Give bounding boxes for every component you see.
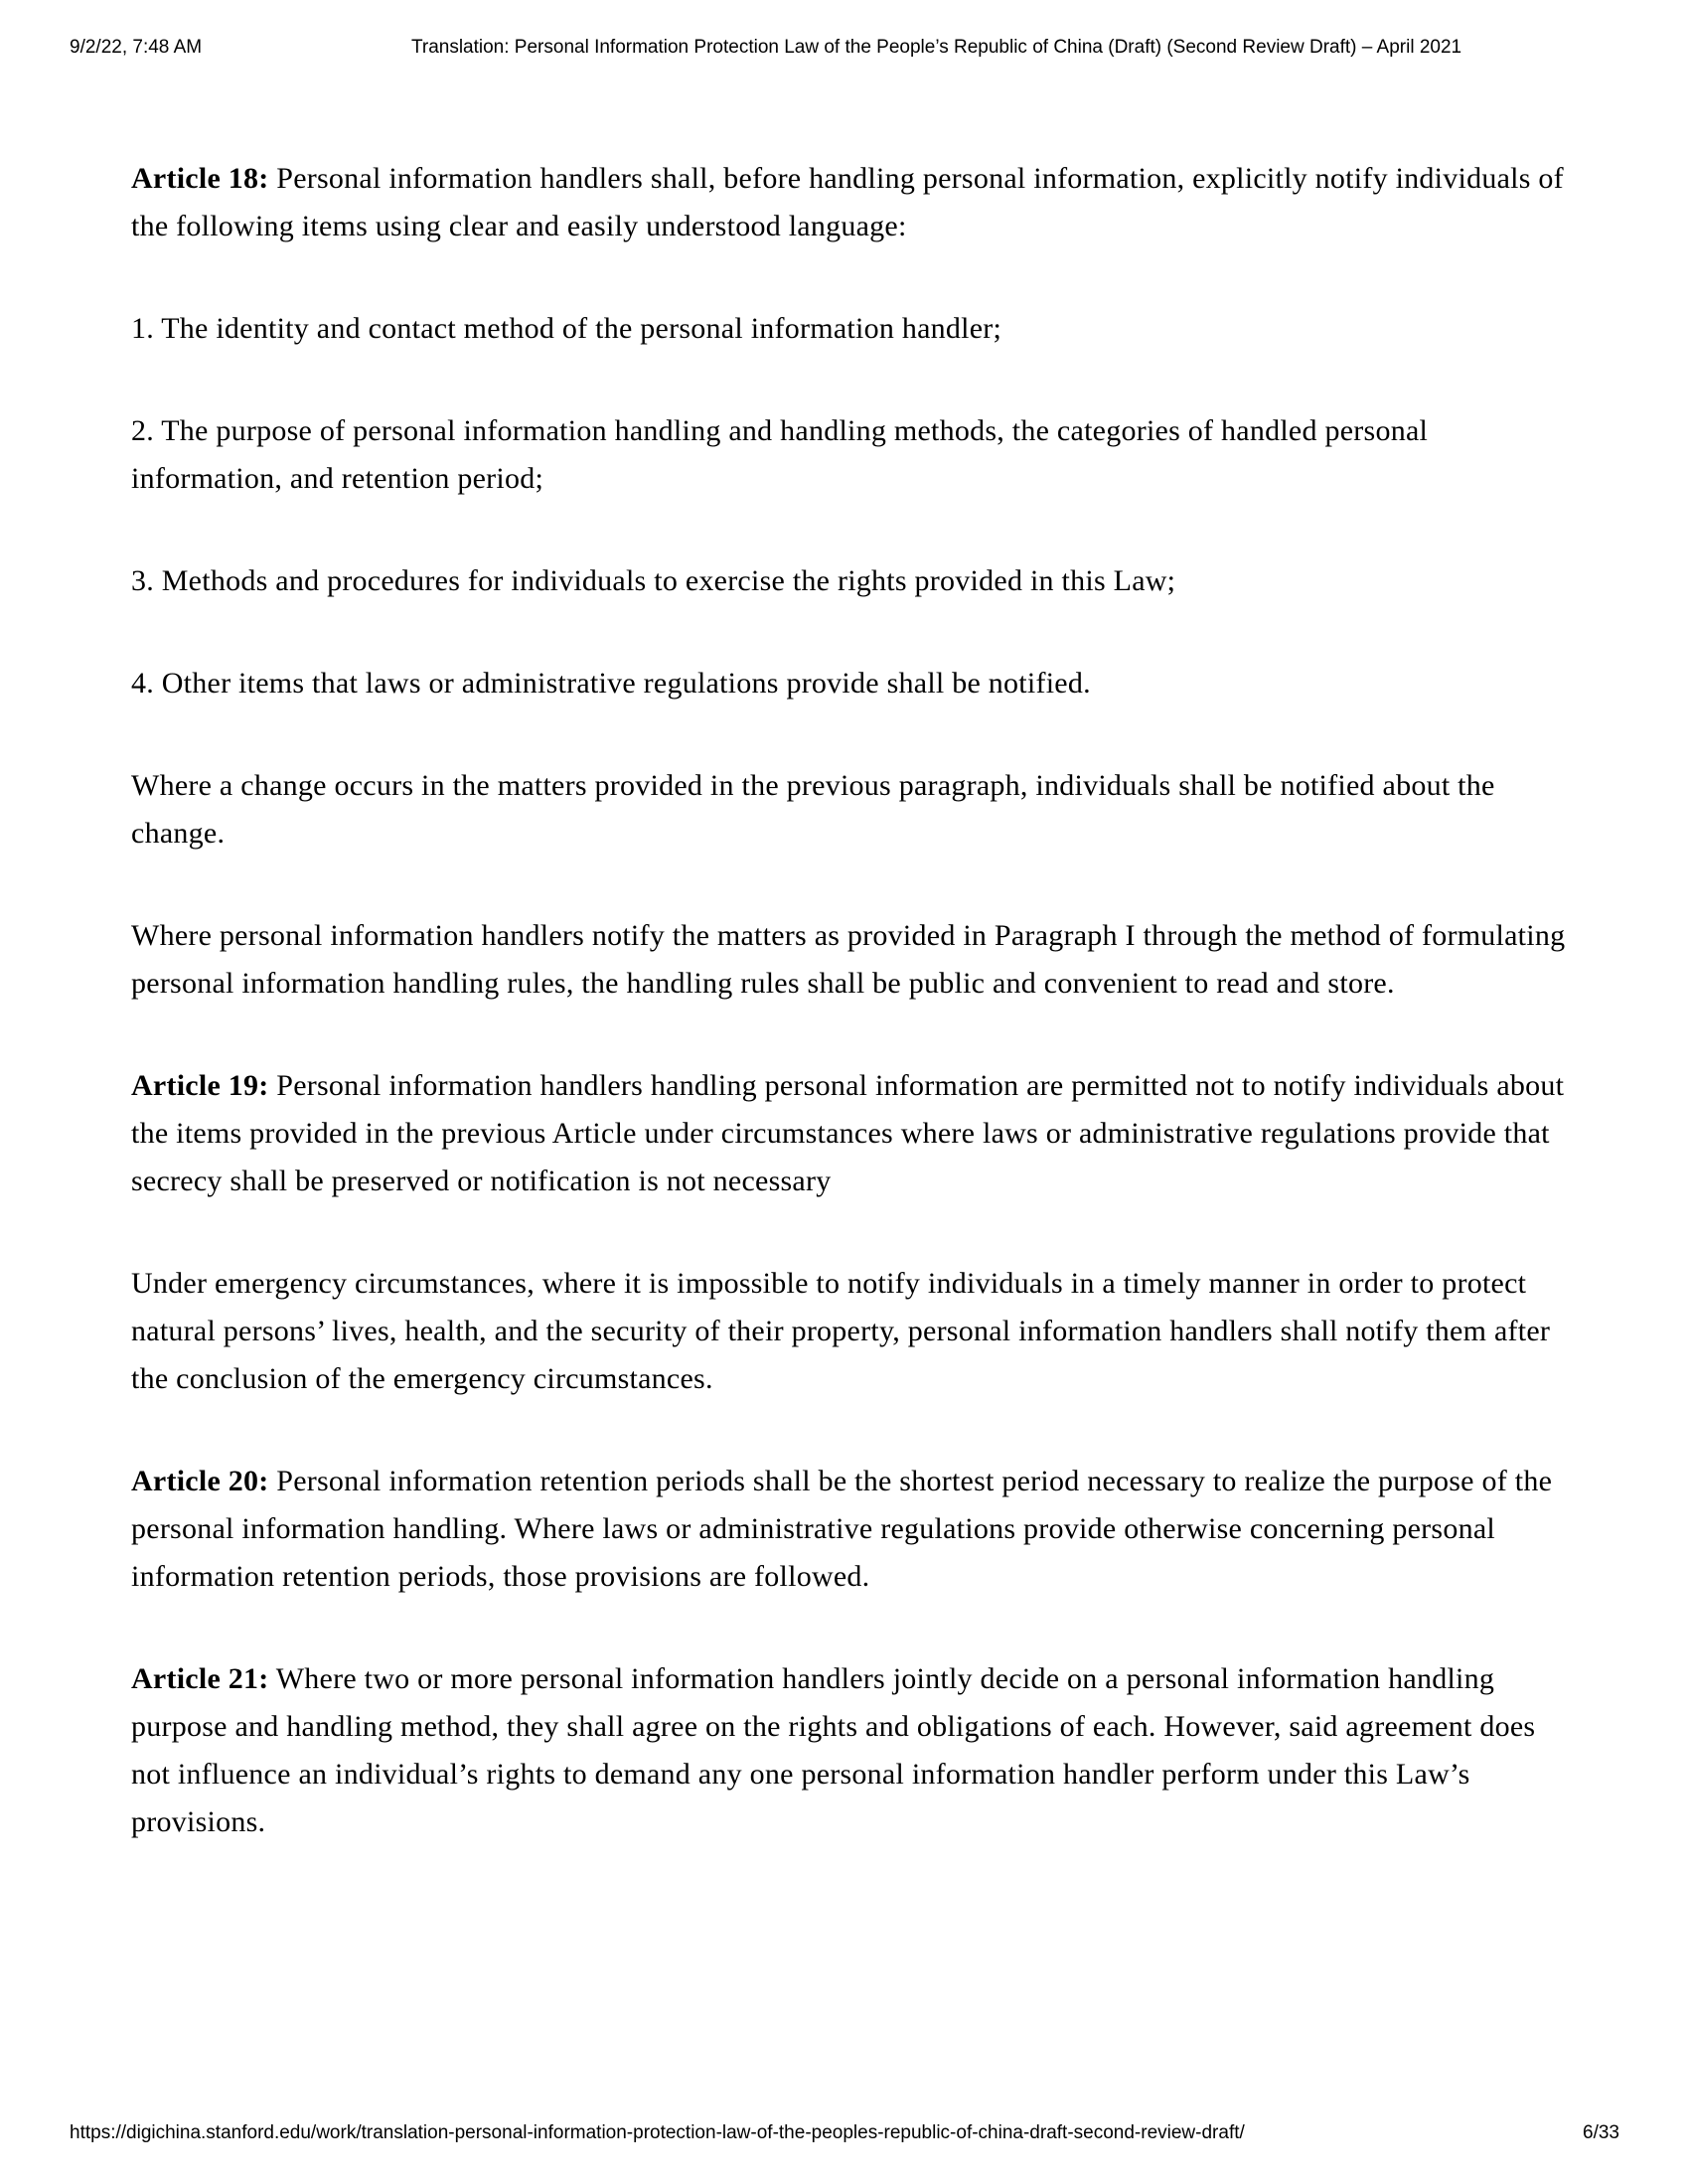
print-header	[70, 36, 1619, 60]
paragraph-text: 2. The purpose of personal information handling and handling methods, the categories of handled personal information, and retention period;	[131, 414, 1429, 495]
paragraph	[131, 912, 1570, 1008]
print-footer	[70, 2121, 1619, 2145]
article-label: Article 18:	[131, 162, 269, 195]
paragraph-text: Where personal information handlers notify the matters as provided in Paragraph I through the method of formulating personal information handling rules, the handling rules shall be public and convenient to read and store.	[131, 919, 1566, 1000]
print-datetime: 9/2/22, 7:48 AM	[70, 37, 203, 58]
article-label: Article 20:	[131, 1465, 269, 1497]
document-body	[131, 155, 1570, 1846]
article-label: Article 19:	[131, 1069, 269, 1102]
paragraph	[131, 660, 1570, 707]
paragraph	[131, 1260, 1570, 1403]
article-label: Article 21:	[131, 1662, 269, 1695]
paragraph	[131, 557, 1570, 605]
paragraph-text: Where a change occurs in the matters provided in the previous paragraph, individuals shall be notified about the change.	[131, 769, 1495, 850]
paragraph	[131, 407, 1570, 503]
paragraph-text: Personal information handlers handling personal information are permitted not to notify individuals about the items provided in the previous Article under circumstances where laws or administrative regulations provide that secrecy shall be preserved or notification is not necessary	[131, 1069, 1565, 1197]
page-number: 6/33	[1583, 2122, 1619, 2143]
paragraph	[131, 1062, 1570, 1205]
paragraph-text: Where two or more personal information handlers jointly decide on a personal information handling purpose and handling method, they shall agree on the rights and obligations of each. However, said agreement does not influence an individual’s rights to demand any one personal information handler perform under this Law’s provisions.	[131, 1662, 1536, 1838]
paragraph-text: Under emergency circumstances, where it is impossible to notify individuals in a timely manner in order to protect natural persons’ lives, health, and the security of their property, personal information handlers shall notify them after the conclusion of the emergency circumstances.	[131, 1267, 1551, 1395]
paragraph	[131, 1655, 1570, 1846]
paragraph-text: Personal information handlers shall, before handling personal information, explicitly notify individuals of the following items using clear and easily understood language:	[131, 162, 1564, 242]
page-url: https://digichina.stanford.edu/work/translation-personal-information-protection-law-of-the-peoples-republic-of-china-draft-second-review-draft/	[70, 2122, 1245, 2143]
paragraph	[131, 1458, 1570, 1601]
paragraph	[131, 155, 1570, 250]
paragraph-text: 3. Methods and procedures for individuals to exercise the rights provided in this Law;	[131, 564, 1176, 597]
paragraph	[131, 305, 1570, 353]
paragraph-text: Personal information retention periods shall be the shortest period necessary to realize the purpose of the personal information handling. Where laws or administrative regulations provide otherwise concerning personal information retention periods, those provisions are followed.	[131, 1465, 1553, 1593]
paragraph	[131, 762, 1570, 858]
paragraph-text: 4. Other items that laws or administrative regulations provide shall be notified.	[131, 667, 1091, 700]
print-title: Translation: Personal Information Protection Law of the People’s Republic of China (Draft) (Second Review Draft) – April 2021	[410, 37, 1462, 58]
paragraph-text: 1. The identity and contact method of the personal information handler;	[131, 312, 1002, 345]
